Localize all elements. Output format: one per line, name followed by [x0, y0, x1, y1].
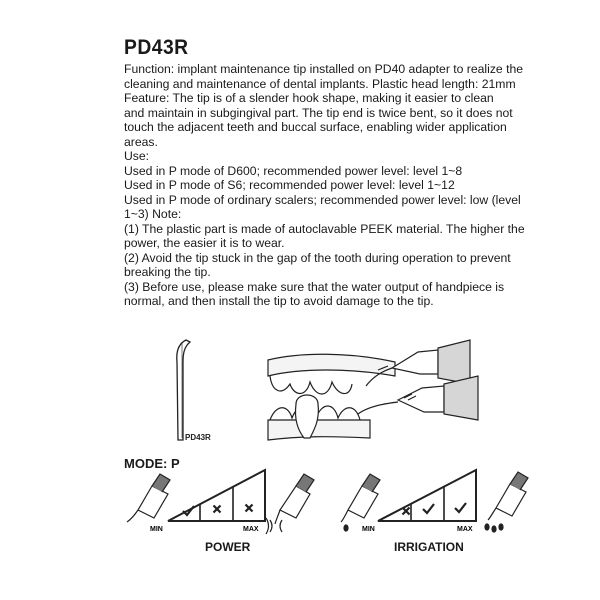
irrigation-graph [378, 470, 476, 521]
power-max-handpiece-icon [266, 474, 314, 534]
description-line: power, the easier it is to wear. [124, 236, 285, 250]
irrigation-max-handpiece-icon [485, 472, 528, 532]
irrigation-min-handpiece-icon [341, 474, 380, 531]
power-title: POWER [205, 540, 251, 554]
power-graph [168, 470, 265, 521]
description-line: Use: [124, 149, 150, 163]
description-line: (2) Avoid the tip stuck in the gap of the tooth during operation to prevent [124, 250, 511, 265]
product-title: PD43R [124, 36, 189, 59]
description-line: (3) Before use, please make sure that the water output of handpiece is [124, 279, 505, 294]
irrigation-title: IRRIGATION [394, 540, 464, 554]
handpiece-lower [358, 376, 478, 420]
description-line: 1~3) Note: [124, 207, 182, 221]
description-line: Used in P mode of S6; recommended power level: level 1~12 [124, 178, 455, 192]
description-line: Used in P mode of D600; recommended power level: level 1~8 [124, 163, 463, 178]
tip-label: PD43R [185, 433, 211, 442]
irrigation-min-label: MIN [362, 526, 375, 533]
description-line: normal, and then install the tip to avoid damage to the tip. [124, 294, 434, 308]
power-min-label: MIN [150, 526, 163, 533]
description-line: areas. [124, 134, 158, 149]
description-line: cleaning and maintenance of dental implants. Plastic head length: 21mm [124, 76, 516, 91]
tip-illustration [177, 340, 190, 440]
description-line: and maintain in subgingival part. The tip end is twice bent, so it does not [124, 105, 513, 120]
mode-label: MODE: P [124, 456, 180, 471]
power-max-label: MAX [243, 526, 259, 533]
description-line: breaking the tip. [124, 265, 211, 279]
description-line: (1) The plastic part is made of autoclavable PEEK material. The higher the [124, 221, 525, 236]
description-line: Feature: The tip is of a slender hook shape, making it easier to clean [124, 91, 494, 105]
jaw-illustration [268, 354, 395, 440]
description-line: Used in P mode of ordinary scalers; recommended power level: low (level [124, 192, 521, 207]
description-line: Function: implant maintenance tip installed on PD40 adapter to realize the [124, 62, 524, 76]
irrigation-max-label: MAX [457, 526, 473, 533]
description-line: touch the adjacent teeth and buccal surface, enabling wider application [124, 120, 507, 134]
power-min-handpiece-icon [127, 474, 170, 522]
